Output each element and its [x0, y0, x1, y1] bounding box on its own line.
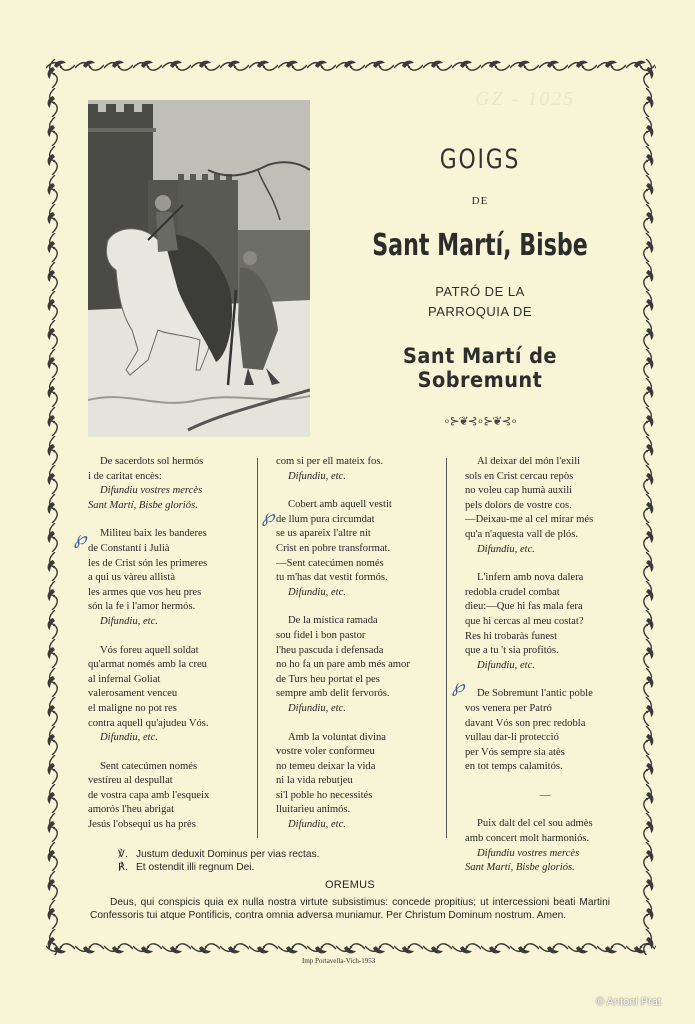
verse-line: vos venera per Patró	[465, 702, 552, 714]
ornamental-border-top	[46, 59, 656, 73]
versicle-text: Justum deduxit Dominus per vias rectas.	[136, 849, 320, 860]
refrain-line: Difundiu, etc.	[288, 470, 346, 482]
verse-line: Jesús l'obsequi us ha près	[88, 819, 196, 831]
verse-line: tu m'has dat vestit formós.	[276, 572, 388, 584]
verse-line: el maligne no pot res	[88, 702, 177, 714]
title-de: DE	[471, 195, 489, 207]
patron-line-1: PATRÓ DE LA	[435, 284, 525, 299]
verse-line: De la mística ramada	[288, 615, 378, 627]
verse-line: no temeu deixar la vida	[276, 760, 376, 772]
stanza	[465, 455, 625, 557]
verse-line: —Deixau-me al cel mirar més	[465, 514, 594, 526]
verse-line: ni la vida rebutjeu	[276, 775, 353, 787]
stanza	[276, 498, 444, 600]
refrain-line: Difundiu, etc.	[477, 659, 535, 671]
verse-line: qu'a n'aquesta vall de plós.	[465, 528, 578, 540]
verse-line: Puix dalt del cel sou admès	[477, 818, 593, 830]
verse-line: no ho fa un pare amb més amor	[276, 659, 410, 671]
verse-line: les de Crist són les primeres	[88, 557, 208, 569]
verse-line: de Constantí i Julià	[88, 542, 170, 554]
verse-line: amb concert molt harmoniós.	[465, 833, 590, 845]
verse-line: Sent catecúmen només	[100, 760, 198, 772]
verse-line: de llum pura circumdat	[276, 513, 375, 525]
ornamental-border-left	[46, 59, 60, 955]
stanza	[88, 760, 256, 833]
verse-line: l'heu pascuda i defensada	[276, 644, 384, 656]
refrain-line: Difundiu, etc.	[288, 819, 346, 831]
saint-martin-illustration	[88, 100, 310, 437]
copyright-watermark: © Antoni Prat	[596, 996, 661, 1008]
stanza	[276, 614, 444, 716]
goigs-heading: GOIGS	[439, 144, 521, 175]
verse-line: a qui us vàreu allistà	[88, 572, 176, 584]
verse-line: vestíreu al despullat	[88, 775, 173, 787]
handwritten-pen-mark-icon: ℘	[452, 676, 465, 696]
versicle-line	[90, 848, 610, 861]
oremus-heading: OREMUS	[324, 879, 376, 891]
verse-line: les armes que vos heu pres	[88, 586, 202, 598]
verse-line: per Vós sempre sia atès	[465, 746, 565, 758]
verse-line: De sacerdots sol hermós	[100, 456, 204, 467]
verse-line: com si per ell mateix fos.	[276, 456, 384, 467]
verse-line: no voleu cap humà auxili	[465, 485, 573, 497]
verse-column-2	[276, 455, 444, 847]
verse-line: qu'armat només amb la creu	[88, 659, 207, 671]
verse-line: se us apareix l'altre nit	[276, 528, 371, 540]
refrain-line: Sant Martí, Bisbe gloriós.	[465, 862, 575, 874]
verse-line: redobla crudel combat	[465, 586, 560, 598]
refrain-line: Difundiu, etc.	[100, 732, 158, 744]
stanza	[276, 455, 444, 484]
verse-line: davant Vós son prec redobla	[465, 717, 586, 729]
verse-line: de Turs heu portat el pes	[276, 673, 380, 685]
printer-imprint: Imp Portavella-Vich-1953	[302, 957, 376, 965]
patron-line-2: PARROQUIA DE	[427, 304, 532, 319]
parish-name: Sant Martí de Sobremunt	[403, 344, 557, 392]
verse-line: Crist en pobre transformat.	[276, 542, 391, 554]
verse-column-3	[465, 455, 625, 890]
verse-line: sempre amb delit fervorós.	[276, 688, 390, 700]
refrain-line: Difundiu, etc.	[288, 586, 346, 598]
verse-line: dieu:—Que hi fas mala fera	[465, 601, 583, 613]
column-divider	[257, 458, 258, 838]
verse-line: lluitarieu animós.	[276, 804, 351, 816]
prayer-text: Deus, qui conspicis quia ex nulla nostra virtute subsistimus: concede propitius; ut intercessioni beati Martini Confessoris tui atque Pontificis, contra omnia adversa muniamur. Per Christum Dominum nostrum. Amen.	[90, 897, 610, 921]
title-block	[330, 140, 630, 428]
refrain-line: Difundiu, etc.	[477, 543, 535, 555]
verse-line: amorós l'heu abrigat	[88, 804, 175, 816]
stanza	[88, 527, 256, 629]
verse-line: en tot temps calamitós.	[465, 761, 563, 773]
verse-line: —Sent catecúmen només	[276, 557, 384, 569]
saint-name-heading: Sant Martí, Bisbe	[372, 228, 588, 263]
refrain-line: Difundiu vostres mercès	[477, 847, 580, 859]
column-divider	[446, 458, 447, 838]
verse-line: Res hi trobaràs funest	[465, 630, 558, 642]
verse-line: al infernal Goliat	[88, 673, 161, 685]
stanza	[88, 644, 256, 746]
stanza	[465, 687, 625, 775]
verse-line: sols en Crist cercau repòs	[465, 470, 574, 482]
ornamental-border-bottom	[46, 941, 656, 955]
response-line	[90, 861, 610, 874]
verse-line: vostre voler conformeu	[276, 746, 375, 758]
versicle-icon: ℣.	[118, 849, 128, 860]
handwritten-pen-mark-icon: ℘	[262, 506, 275, 526]
stanza	[88, 455, 256, 513]
handwritten-pen-mark-icon: ℘	[74, 528, 87, 548]
verse-line: —	[539, 789, 551, 801]
liturgy-section	[90, 848, 610, 922]
verse-line: L'infern amb nova dalera	[477, 572, 584, 584]
patron-line	[330, 282, 630, 322]
stanza	[465, 789, 625, 804]
refrain-line: Difundiu vostres mercès	[100, 485, 203, 497]
flourish-ornament-icon: ∘⊱❦⊰∘⊱❦⊰∘	[443, 414, 517, 428]
verse-line: són la fe i l'amor hermós.	[88, 601, 196, 613]
verse-line: Cobert amb aquell vestit	[288, 499, 392, 511]
verse-line: de vostra capa amb l'esqueix	[88, 789, 210, 801]
verse-line: De Sobremunt l'antic poble	[477, 688, 593, 700]
ornamental-border-right	[641, 59, 655, 955]
verse-line: i de caritat encès:	[88, 470, 162, 482]
stanza	[276, 731, 444, 833]
verse-line: pels dolors de vostre cos.	[465, 499, 572, 511]
verse-line: Amb la voluntat divina	[288, 731, 386, 743]
refrain-line: Sant Martí, Bisbe gloriós.	[88, 499, 198, 511]
verse-line: Militeu baix les banderes	[100, 528, 207, 540]
stanza	[465, 571, 625, 673]
verse-line: Al deixar del món l'exili	[477, 456, 581, 467]
verse-column-1	[88, 455, 256, 847]
verse-line: que hi cercas al meu costat?	[465, 615, 584, 627]
verse-line: sou fidel i bon pastor	[276, 629, 366, 641]
refrain-line: Difundiu, etc.	[100, 615, 158, 627]
verse-line: valerosament venceu	[88, 688, 178, 700]
verse-line: vullau dar-li protecció	[465, 732, 559, 744]
verse-line: contra aquell qu'ajudeu Vós.	[88, 717, 209, 729]
response-icon: ℟.	[118, 862, 128, 873]
verse-line: que a tu 't sia profitós.	[465, 645, 559, 657]
response-text: Et ostendit illi regnum Dei.	[136, 862, 255, 873]
verse-line: si'l poble ho necessités	[276, 789, 373, 801]
verse-line: Vós foreu aquell soldat	[100, 644, 199, 656]
refrain-line: Difundiu, etc.	[288, 702, 346, 714]
faint-archive-mark: GZ - 1025	[475, 88, 576, 110]
